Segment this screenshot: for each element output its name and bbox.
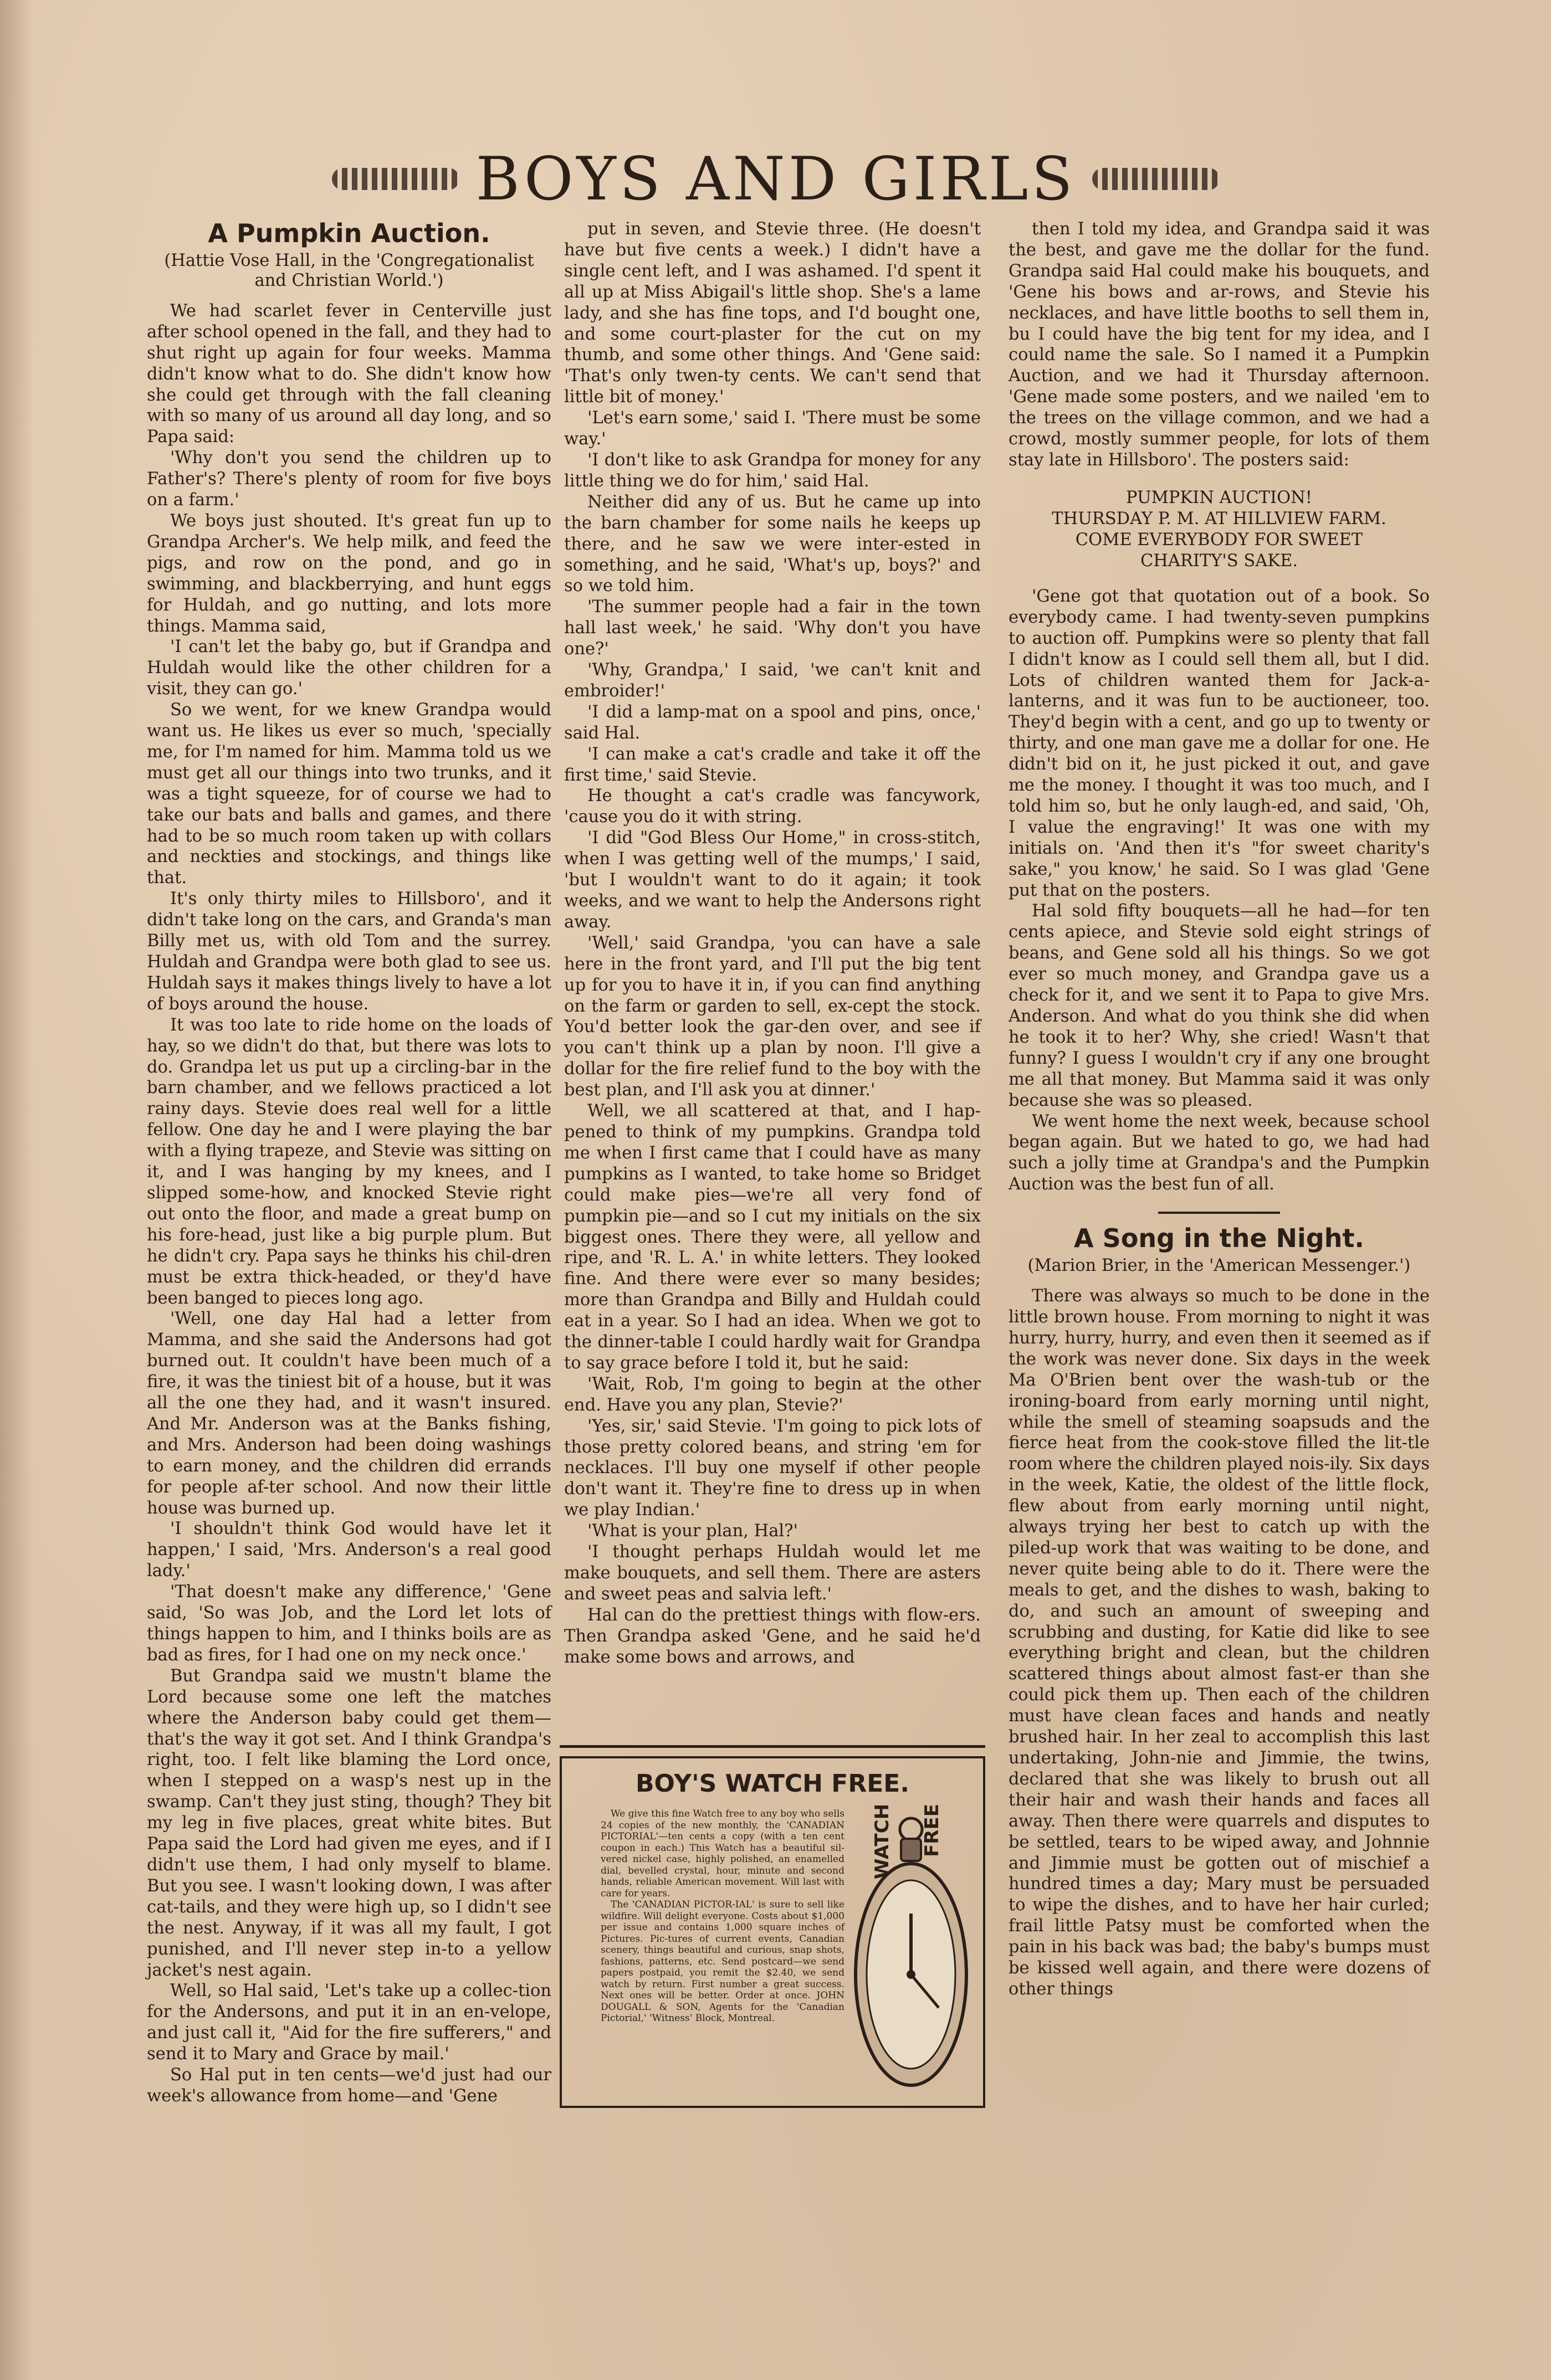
story-paragraph: 'Let's earn some,' said I. 'There must be some way.' [564, 408, 981, 449]
story-paragraph: So we went, for we knew Grandpa would want us. He likes us ever so much, 'specially me, for I'm named for him. Mamma told us we must get all our things into two trunks, and it was a tight squeeze, for of course we had to take our bats and balls and games, and there had to be so much room taken up with collars and neckties and stockings, and things like that. [147, 700, 551, 888]
story-paragraph: Well, so Hal said, 'Let's take up a collec-tion for the Andersons, and put it in an en-velope, and just call it, "Aid for the fire sufferers," and send it to Mary and Grace by mail.' [147, 1981, 551, 2064]
story-paragraph: It was too late to ride home on the loads of hay, so we didn't do that, but there was lots to do. Grandpa let us put up a circling-bar in the barn chamber, and we fellows practiced a lot rainy days. Stevie does real well for a little fellow. One day he and I were playing the bar with a flying trapeze, and Stevie was sitting on it, and I was hanging by my knees, and I slipped some-how, and knocked Stevie right out onto the floor, and made a great bump on his fore-head, just like a big purple plum. But he didn't cry. Papa says he thinks his chil-dren must be extra thick-headed, or they'd have been banged to pieces long ago. [147, 1015, 551, 1308]
poster-line: THURSDAY P. M. AT HILLVIEW FARM. [1052, 509, 1386, 529]
story-paragraph: put in seven, and Stevie three. (He doesn't have but five cents a week.) I didn't have a single cent left, and I was ashamed. I'd spent it all up at Miss Abigail's little shop. She's a lame lady, and she has fine tops, and I'd bought one, and some court-plaster for the cut on my thumb, and some other things. And 'Gene said: 'That's only twen-ty cents. We can't send that little bit of money.' [564, 219, 981, 407]
story-paragraph: We boys just shouted. It's great fun up to Grandpa Archer's. We help milk, and feed the pigs, and row on the pond, and go in swimming, and blackberrying, and hunt eggs for Huldah, and go nutting, and lots more things. Mamma said, [147, 511, 551, 636]
left-flourish [332, 168, 459, 190]
story-title-song-in-the-night: A Song in the Night. [1074, 1223, 1364, 1254]
advert-vertical-free: FREE [920, 1804, 943, 1857]
story-paragraph: 'Yes, sir,' said Stevie. 'I'm going to pick lots of those pretty colored beans, and string 'em for necklaces. I'll buy one myself if other people don't want it. They're fine to dress up in when we play Indian.' [564, 1416, 981, 1520]
story-paragraph: 'The summer people had a fair in the town hall last week,' he said. 'Why don't you have one?' [564, 597, 981, 659]
advert-body [601, 1808, 844, 2024]
pocket-watch-illustration [850, 1803, 972, 2096]
story-paragraph: 'Gene got that quotation out of a book. So everybody came. I had twenty-seven pumpkins to auction off. Pumpkins were so plenty that fall I didn't know as I could sell them all, but I did. Lots of children wanted them for Jack-a-lanterns, and it was fun to be auctioneer, too. They'd begin with a cent, and go up to twenty or thirty, and one man gave me a dollar for one. He didn't bid on it, he just picked it out, and gave me the money. I thought it was too much, and I told him so, but he only laugh-ed, and said, 'Oh, I value the engraving!' It was one with my initials on. 'And then it's "for sweet charity's sake," you know,' he said. So I was glad 'Gene put that on the posters. [1009, 586, 1430, 900]
separator-rule [1158, 1212, 1280, 1214]
story-paragraph: 'I did a lamp-mat on a spool and pins, once,' said Hal. [564, 702, 981, 743]
poster-text [1009, 488, 1430, 572]
advert-top-rule [560, 1745, 985, 1748]
story-paragraph: We went home the next week, because school began again. But we hated to go, we had had such a jolly time at Grandpa's and the Pumpkin Auction was the best fun of all. [1009, 1111, 1430, 1194]
story-paragraph: 'Why don't you send the children up to Father's? There's plenty of room for five boys on a farm.' [147, 448, 551, 510]
advert-paragraph: The 'CANADIAN PICTOR-IAL' is sure to sell like wildfire. Will delight everyone. Costs about $1,000 per issue and contains 1,000 square inches of Pictures. Pic-tures of current events, Canadian scenery, things beautiful and curious, snap shots, fashions, patterns, etc. Send postcard—we send papers postpaid, you remit the $2.40, we send watch by return. First number a great success. Next ones will be better. Order at once. JOHN DOUGALL & SON, Agents for the 'Canadian Pictorial,' 'Witness' Block, Montreal. [601, 1899, 844, 2024]
story-paragraph: 'Wait, Rob, I'm going to begin at the other end. Have you any plan, Stevie?' [564, 1374, 981, 1415]
story2-text: There was always so much to be done in the little brown house. From morning to night it was hurry, hurry, hurry, and even then it seemed as if the work was never done. Six days in the week Ma O'Brien bent over the wash-tub or the ironing-board from early morning until night, while the smell of steaming soapsuds and the fierce heat from the cook-stove filled the lit-tle room where the children played nois-ily. Six days in the week, Katie, the oldest of the little flock, flew about from early morning until night, always trying her best to catch up with the piled-up work that was waiting to be done, and never quite being able to do it. There were the meals to get, and the dishes to wash, baking to do, and such an amount of sweeping and scrubbing and dusting, for Katie did like to see everything bright and clean, but the children scattered things about almost fast-er than she could pick them up. Then each of the children must have clean faces and hands and neatly brushed hair. In her zeal to accomplish this last undertaking, John-nie and Jimmie, the twins, declared that she was likely to brush out all their hair and wash their hands and faces all away. Then there were quarrels and disputes to be settled, tears to be wiped away, and Johnnie and Jimmie must be gotten out of mischief a hundred times a day; Mary must be persuaded to wipe the dishes, and to have her hair curled; frail little Patsy must be comforted when the pain in his back was bad; the baby's bumps must be kissed well again, and there were dozens of other things [1009, 1286, 1430, 1999]
story-paragraph: So Hal put in ten cents—we'd just had our week's allowance from home—and 'Gene [147, 2065, 551, 2106]
story-paragraph: 'I did "God Bless Our Home," in cross-stitch, when I was getting well of the mumps,' I said, 'but I wouldn't want to do it again; it took weeks, and we want to help the Andersons right away. [564, 828, 981, 932]
story-paragraph: Well, we all scattered at that, and I hap-pened to think of my pumpkins. Grandpa told me when I first came that I could have as many pumpkins as I wanted, to take home so Bridget could make pies—we're all very fond of pumpkin pie—and so I cut my initials on the six biggest ones. There they were, all yellow and ripe, and 'R. L. A.' in white letters. They looked fine. And there were ever so many besides; more than Grandpa and Billy and Huldah could eat in a year. So I had an idea. When we got to the dinner-table I could hardly wait for Grandpa to say grace before I told it, but he said: [564, 1101, 981, 1373]
poster-line: COME EVERYBODY FOR SWEET [1075, 530, 1363, 550]
column-3 [1009, 219, 1430, 2000]
column-1-text [147, 301, 551, 2107]
column-1 [147, 219, 551, 2107]
advert-vertical-watch: WATCH [871, 1803, 894, 1880]
story-paragraph: Neither did any of us. But he came up into the barn chamber for some nails he keeps up there, and he saw we were inter-ested in something, and he said, 'What's up, boys?' and so we told him. [564, 492, 981, 596]
story-paragraph: Hal can do the prettiest things with flow-ers. Then Grandpa asked 'Gene, and he said he'd make some bows and arrows, and [564, 1605, 981, 1667]
column-3-text-continued [1009, 586, 1430, 1195]
poster-line: PUMPKIN AUCTION! [1125, 488, 1313, 507]
story-paragraph: 'I can make a cat's cradle and take it off the first time,' said Stevie. [564, 744, 981, 785]
story-paragraph: 'I don't like to ask Grandpa for money for any little thing we do for him,' said Hal. [564, 450, 981, 491]
watch-icon [850, 1808, 972, 2096]
story-paragraph: 'I shouldn't think God would have let it happen,' I said, 'Mrs. Anderson's a real good lady.' [147, 1519, 551, 1581]
advert-paragraph: We give this fine Watch free to any boy who sells 24 copies of the new monthly, the 'CANADIAN PICTORIAL'—ten cents a copy (with a ten cent coupon in each.) This Watch has a beautiful sil-vered nickel case, highly polished, an enamelled dial, bevelled crystal, hour, minute and second hands, reliable American movement. Will last with care for years. [601, 1808, 844, 1899]
story-paragraph: 'Well,' said Grandpa, 'you can have a sale here in the front yard, and I'll put the big tent up for you to have it in, if you can find anything on the farm or garden to sell, ex-cept the stock. You'd better look the gar-den over, and see if you can't think up a plan by noon. I'll give a dollar for the fire relief fund to the boy with the best plan, and I'll ask you at dinner.' [564, 933, 981, 1100]
right-flourish [1092, 168, 1220, 190]
column-3-text [1009, 219, 1430, 471]
section-title: BOYS AND GIRLS [475, 144, 1076, 214]
poster-line: CHARITY'S SAKE. [1140, 551, 1298, 571]
story-byline: (Hattie Vose Hall, in the 'Congregationalist and Christian World.') [164, 250, 534, 290]
story-paragraph: then I told my idea, and Grandpa said it was the best, and gave me the dollar for the fund. Grandpa said Hal could make his bouquets, and 'Gene his bows and ar-rows, and Stevie his necklaces, and have little booths to sell them in, bu I could have the big tent for my idea, and I could name the sale. So I named it a Pumpkin Auction, and we had it Thursday afternoon. 'Gene made some posters, and we nailed 'em to the trees on the village common, and we had a crowd, mostly summer people, for lots of them stay late in Hillsboro'. The posters said: [1009, 219, 1430, 470]
story-paragraph: It's only thirty miles to Hillsboro', and it didn't take long on the cars, and Granda's man Billy met us, with old Tom and the surrey. Huldah and Grandpa were both glad to see us. Huldah says it makes things lively to have a lot of boys around the house. [147, 889, 551, 1014]
story-paragraph: 'Well, one day Hal had a letter from Mamma, and she said the Andersons had got burned out. It couldn't have been much of a fire, it was the tiniest bit of a house, but it was all the one they had, and it wasn't insured. And Mr. Anderson was at the Banks fishing, and Mrs. Anderson had been doing washings to earn money, and the children did errands for people af-ter school. And now their little house was burned up. [147, 1309, 551, 1518]
story2-byline: (Marion Brier, in the 'American Messenger.') [1027, 1256, 1411, 1276]
story-paragraph: He thought a cat's cradle was fancywork, 'cause you do it with string. [564, 786, 981, 827]
story-paragraph: But Grandpa said we mustn't blame the Lord because some one left the matches where the Anderson baby could get them—that's the way it got set. And I think Grandpa's right, too. I felt like blaming the Lord once, when I stepped on a wasp's nest up in the swamp. Can't they just sting, though? They bit my leg in five places, great white bites. But Papa said the Lord had given me eyes, and if I didn't use them, I had only myself to blame. But you see. I wasn't looking down, I was after cat-tails, and they were high up, so I didn't see the nest. Anyway, if it was all my fault, I got punished, and I'll never step in-to a yellow jacket's nest again. [147, 1666, 551, 1980]
advert-title: BOY'S WATCH FREE. [635, 1769, 910, 1798]
story-paragraph: We had scarlet fever in Centerville just after school opened in the fall, and they had to shut right up again for four weeks. Mamma didn't know what to do. She didn't know how she could get through with the fall cleaning with so many of us around all day long, and so Papa said: [147, 301, 551, 447]
column-2-text [564, 219, 981, 1668]
story-paragraph: 'I thought perhaps Huldah would let me make bouquets, and sell them. There are asters and sweet peas and salvia left.' [564, 1542, 981, 1604]
story-paragraph: 'Why, Grandpa,' I said, 'we can't knit and embroider!' [564, 660, 981, 701]
masthead [252, 143, 1299, 215]
story-paragraph: 'What is your plan, Hal?' [587, 1521, 798, 1541]
story-paragraph: Hal sold fifty bouquets—all he had—for ten cents apiece, and Stevie sold eight strings of beans, and Gene sold all his things. So we got ever so much money, and Grandpa gave us a check for it, and we sent it to Papa to give Mrs. Anderson. And what do you think she did when he took it to her? Why, she cried! Wasn't that funny? I guess I wouldn't cry if any one brought me all that money. But Mamma said it was only because she was so pleased. [1009, 901, 1430, 1110]
story-paragraph: 'I can't let the baby go, but if Grandpa and Huldah would like the other children for a visit, they can go.' [147, 637, 551, 699]
story-paragraph: 'That doesn't make any difference,' 'Gene said, 'So was Job, and the Lord let lots of things happen to him, and I thinks boils are as bad as fires, for I had one on my neck once.' [147, 1582, 551, 1665]
story-title-pumpkin-auction: A Pumpkin Auction. [208, 218, 490, 248]
watch-advertisement [560, 1756, 985, 2108]
column-2 [564, 219, 981, 1668]
